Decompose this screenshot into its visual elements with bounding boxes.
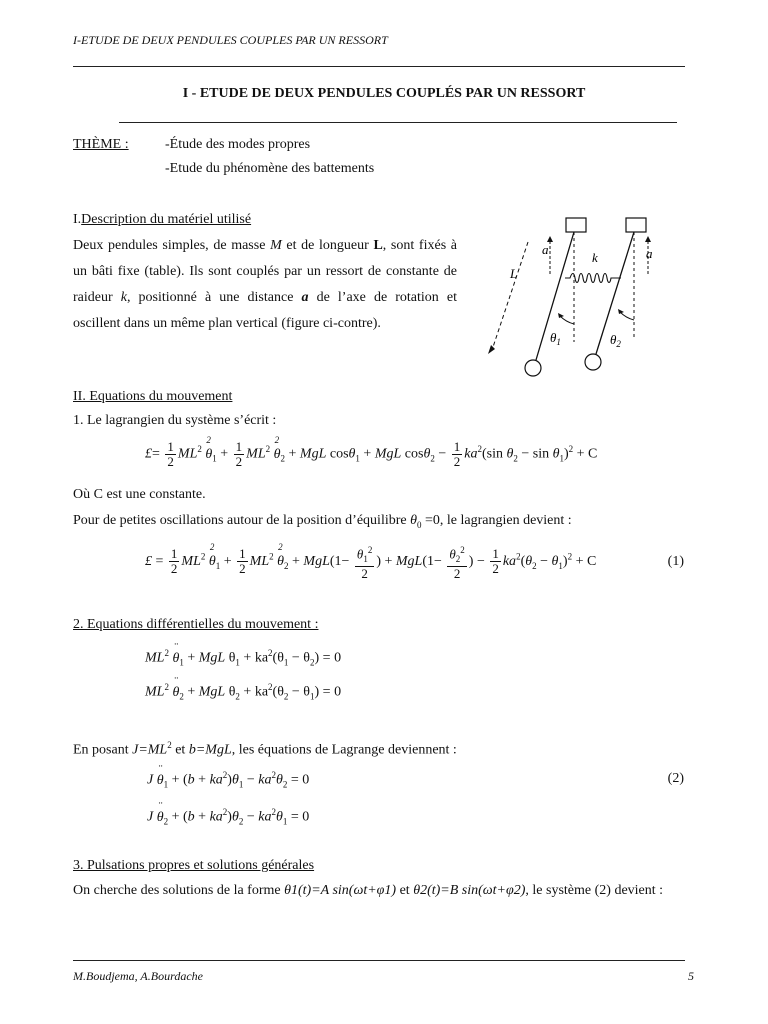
equation-2b: J ¨ $\theta_2 + (b + ka^2)\theta_2 - ka^2\theta_1 = 0$: [147, 807, 309, 826]
header-rule: [73, 66, 685, 67]
label-a-left: a: [542, 242, 549, 257]
footer-authors: M.Boudjema, A.Bourdache: [73, 969, 203, 983]
running-header: I-ETUDE DE DEUX PENDULES COUPLES PAR UN RESSORT: [73, 33, 388, 47]
section-3-heading: 3. Pulsations propres et solutions générales: [73, 858, 315, 873]
equation-2-number: (2): [667, 771, 684, 786]
left-support: [566, 218, 586, 232]
label-L: L: [510, 266, 518, 281]
small-oscillations-text: Pour de petites oscillations autour de la position d’équilibre $\theta_0 =0$, le lagrangien devient :: [73, 513, 572, 530]
equation-2a: J ¨ $\theta_1 + (b + ka^2)\theta_1 - ka^2\theta_2 = 0$: [147, 770, 309, 789]
section-3-text: On cherche des solutions de la forme θ1(t)=A sin(ωt+φ1) et θ2(t)=B sin(ωt+φ2), le système (2) devient :: [73, 883, 664, 898]
section-1-text: Deux pendules simples, de masse M et de longueur L, sont fixés à un bâti fixe (table). Ils sont couplés par un ressort de constante de raideur k, positionné à une distance a de l’axe de rotation et oscillent dans un même plan vertical (figure ci-contre).: [73, 238, 458, 331]
page-number: 5: [688, 969, 694, 983]
left-bob: [525, 360, 541, 376]
spring: [565, 274, 621, 283]
differential-equation-1: $ML^2$ ¨ $\theta_1$ + MgL $\theta_1 + ka^2(\theta_1 - \theta_2) = 0$: [145, 648, 341, 667]
substitution-text: En posant $J=ML^2$ et b=MgL, les équations de Lagrange deviennent :: [73, 740, 457, 758]
label-theta2: $\theta_2$: [610, 332, 621, 349]
equation-1: £ = $\frac{1}{2}$ $ML^2$ 2 $\theta_1$ + $\frac{1}{2}$ $ML^2$ 2 $\theta_2 + MgL(1-$ $\frac{\theta_1^2}{2}$ ) + MgL(1− $\frac{\theta_2^2}{2}$ ) − $\frac{1}{2}$ $ka^2(\theta_2 - \theta_1)^2 + C$: [145, 543, 596, 581]
theme-label: THÈME :: [73, 137, 129, 152]
constant-note: Où C est une constante.: [73, 487, 206, 502]
section-1-heading: I.Description du matériel utilisé: [73, 212, 252, 227]
equation-lagrangian: £= $\frac{1}{2}$ $ML^2$ 2 $\theta_1$ + $\frac{1}{2}$ $ML^2$ 2 $\theta_2$ + MgL cosθ$_1$ + MgL cosθ$_2$ − $\frac{1}{2}$ $ka^2(\sin$ $\theta_2 - \sin \theta_1)^2 + C$: [145, 440, 597, 469]
title-rule: [119, 122, 677, 123]
length-arrow: [492, 242, 528, 350]
label-k: k: [592, 250, 598, 265]
coupled-pendulums-figure: [478, 212, 678, 382]
equation-1-number: (1): [667, 554, 684, 569]
page-title: I - ETUDE DE DEUX PENDULES COUPLÉS PAR UN RESSORT: [182, 86, 586, 101]
label-theta1: $\theta_1$: [550, 330, 561, 347]
lagrangian-intro: 1. Le lagrangien du système s’écrit :: [73, 413, 277, 428]
right-support: [626, 218, 646, 232]
section-2-heading: II. Equations du mouvement: [73, 389, 233, 404]
theme-item-1: -Étude des modes propres: [165, 137, 311, 152]
footer-rule: [73, 960, 685, 961]
right-bob: [585, 354, 601, 370]
label-a-right: a: [646, 246, 653, 261]
differential-equations-heading: 2. Equations différentielles du mouvement :: [73, 617, 319, 632]
theme-item-2: -Etude du phénomène des battements: [165, 161, 375, 176]
differential-equation-2: $ML^2$ ¨ $\theta_2$ + MgL $\theta_2 + ka^2(\theta_2 - \theta_1) = 0$: [145, 682, 341, 701]
